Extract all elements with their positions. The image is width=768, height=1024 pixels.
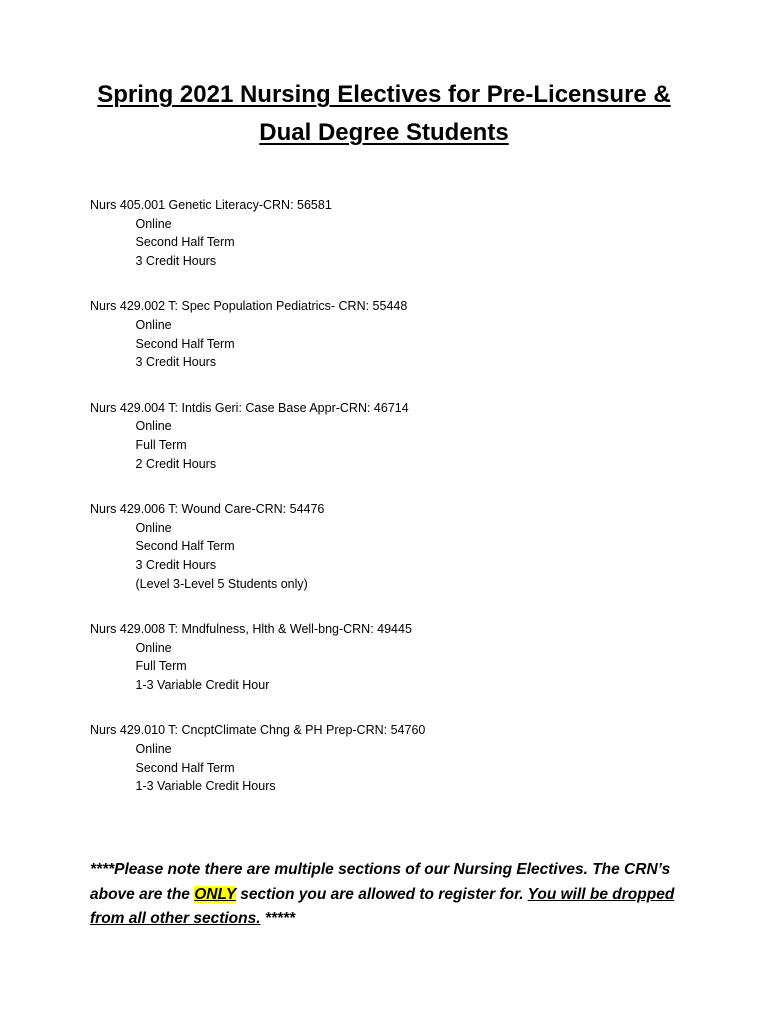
course-term: Full Term xyxy=(135,659,187,674)
course-heading: Nurs 429.004 T: Intdis Geri: Case Base Appr-CRN: 46714 xyxy=(90,400,409,415)
course-delivery: Online xyxy=(135,419,172,434)
course-credits: 2 Credit Hours xyxy=(135,456,217,471)
course-heading: Nurs 429.006 T: Wound Care-CRN: 54476 xyxy=(90,502,325,517)
course-heading: Nurs 429.002 T: Spec Population Pediatrics- CRN: 55448 xyxy=(90,299,408,314)
course-term: Second Half Term xyxy=(135,539,235,554)
course-heading: Nurs 429.010 T: CncptClimate Chng & PH Prep-CRN: 54760 xyxy=(90,723,426,738)
course-term: Second Half Term xyxy=(135,760,235,775)
course-term: Second Half Term xyxy=(135,336,235,351)
course-heading: Nurs 405.001 Genetic Literacy-CRN: 56581 xyxy=(90,198,332,212)
note-highlight: ONLY xyxy=(194,885,236,903)
course-entry xyxy=(90,399,730,473)
course-list xyxy=(90,196,730,823)
course-credits: 3 Credit Hours xyxy=(135,557,217,572)
course-delivery: Online xyxy=(135,742,172,757)
course-credits: 1-3 Variable Credit Hours xyxy=(135,779,276,794)
note-warning: You will be dropped from all other sections. xyxy=(90,885,675,927)
course-term: Second Half Term xyxy=(135,235,235,250)
course-entry xyxy=(90,297,730,371)
course-entry xyxy=(90,500,730,593)
page-title xyxy=(0,76,768,152)
course-delivery: Online xyxy=(135,317,172,332)
course-entry xyxy=(90,620,730,694)
course-entry xyxy=(90,196,730,270)
note-text: ****Please note there are multiple sections of our Nursing Electives. The CRN’s above are the xyxy=(90,861,671,903)
course-delivery: Online xyxy=(135,216,172,231)
note-text: ***** xyxy=(260,910,296,927)
course-credits: 3 Credit Hours xyxy=(135,253,217,268)
registration-note xyxy=(90,858,690,932)
note-text: section you are allowed to register for. xyxy=(235,885,528,903)
course-heading: Nurs 429.008 T: Mndfulness, Hlth & Well-bng-CRN: 49445 xyxy=(90,622,412,637)
course-delivery: Online xyxy=(135,640,172,655)
course-term: Full Term xyxy=(135,437,187,452)
course-restriction: (Level 3-Level 5 Students only) xyxy=(135,576,308,591)
title-line-1: Spring 2021 Nursing Electives for Pre-Licensure & xyxy=(97,81,671,108)
course-credits: 1-3 Variable Credit Hour xyxy=(135,677,270,692)
title-line-2: Dual Degree Students xyxy=(259,119,509,146)
course-entry xyxy=(90,721,730,795)
course-credits: 3 Credit Hours xyxy=(135,355,217,370)
course-delivery: Online xyxy=(135,520,172,535)
